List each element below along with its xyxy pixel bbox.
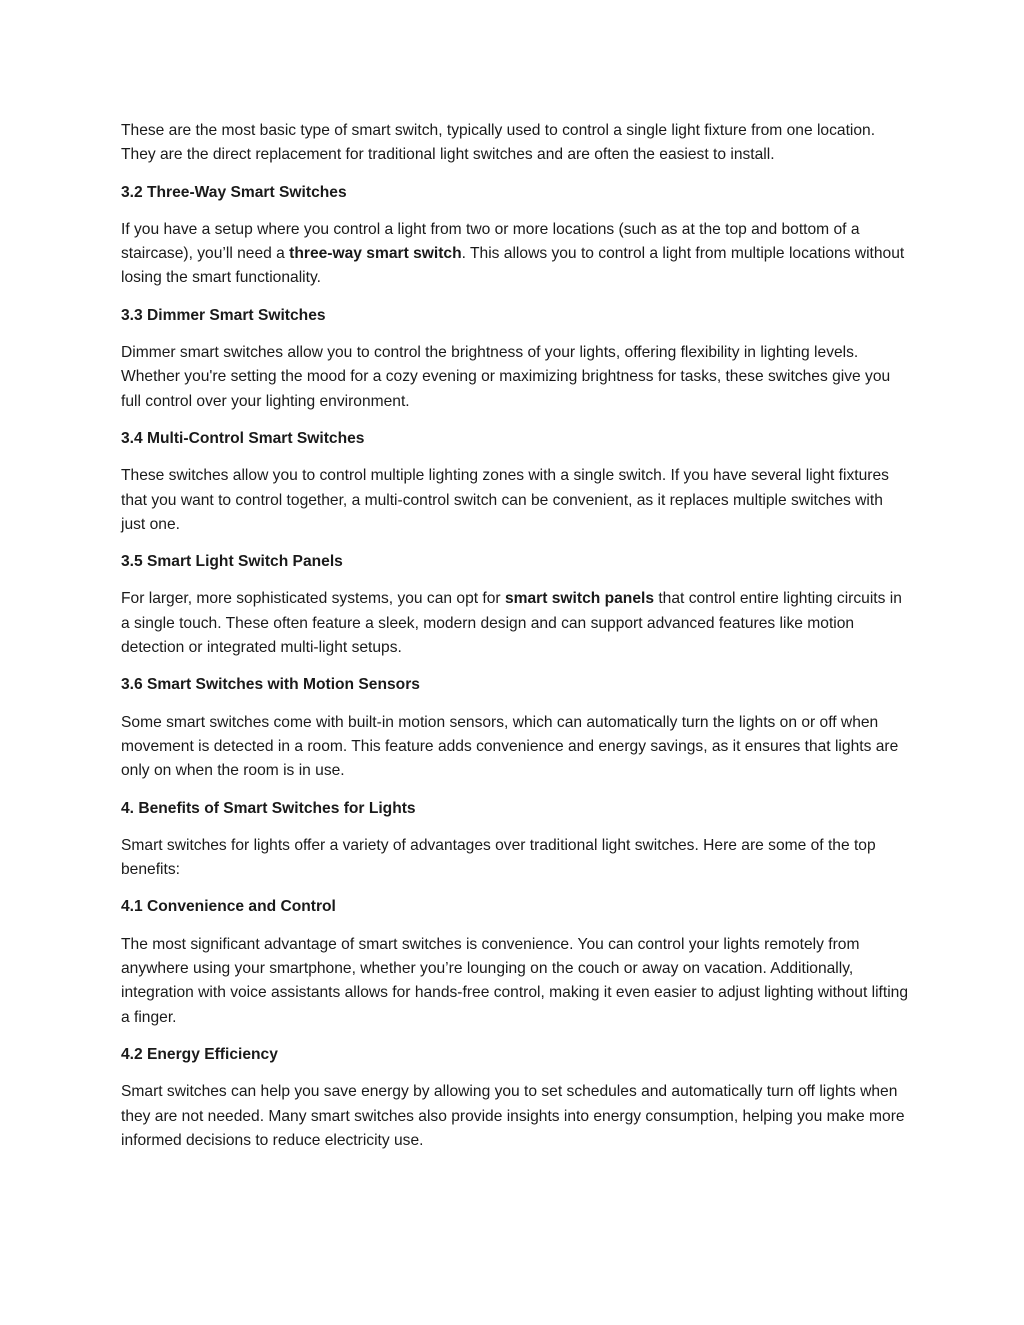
section-heading-panels: 3.5 Smart Light Switch Panels xyxy=(121,553,343,571)
section-heading-energy: 4.2 Energy Efficiency xyxy=(121,1045,278,1063)
three-way-paragraph: If you have a setup where you control a light from two or more locations (such as at the top and bottom of a staircase), you’ll need a three-way smart switch. This allows you to control a light from multiple locations without losing the smart functionality. xyxy=(121,220,905,287)
section-heading-benefits: 4. Benefits of Smart Switches for Lights xyxy=(121,799,416,817)
section-heading-convenience: 4.1 Convenience and Control xyxy=(121,898,336,916)
bold-term: smart switch panels xyxy=(504,590,655,608)
section-heading-dimmer: 3.3 Dimmer Smart Switches xyxy=(121,306,326,324)
benefits-paragraph: Smart switches for lights offer a variety of advantages over traditional light switches. Here are some of the top benefits: xyxy=(121,836,876,879)
dimmer-paragraph: Dimmer smart switches allow you to control the brightness of your lights, offering flexibility in lighting levels. Whether you're setting the mood for a cozy evening or maximizing brightness for tasks, these switches give you full control over your lighting environment. xyxy=(121,344,891,410)
multi-control-paragraph: These switches allow you to control multiple lighting zones with a single switch. If you have several light fixtures that you want to control together, a multi-control switch can be convenient, as it replaces multiple switches with just one. xyxy=(121,467,889,533)
section-heading-multi-control: 3.4 Multi-Control Smart Switches xyxy=(121,429,365,447)
intro-paragraph: These are the most basic type of smart switch, typically used to control a single light fixture from one location. They are the direct replacement for traditional light switches and are often the easiest to install. xyxy=(121,122,876,164)
section-heading-three-way: 3.2 Three-Way Smart Switches xyxy=(121,183,347,201)
energy-paragraph: Smart switches can help you save energy by allowing you to set schedules and automatically turn off lights when they are not needed. Many smart switches also provide insights into energy consumption, helping you make more informed decisions to reduce electricity use. xyxy=(121,1083,905,1149)
document-page xyxy=(121,119,911,1166)
convenience-paragraph: The most significant advantage of smart switches is convenience. You can control your lights remotely from anywhere using your smartphone, whether you’re lounging on the couch or away on vacation. Additionally, integration with voice assistants allows for hands-free control, making it even easier to adjust lighting without lifting a finger. xyxy=(121,935,909,1026)
panels-paragraph: For larger, more sophisticated systems, you can opt for smart switch panels that control entire lighting circuits in a single touch. These often feature a sleek, modern design and can support advanced features like motion detection or integrated multi-light setups. xyxy=(121,590,902,657)
motion-paragraph: Some smart switches come with built-in motion sensors, which can automatically turn the lights on or off when movement is detected in a room. This feature adds convenience and energy savings, as it ensures that lights are only on when the room is in use. xyxy=(121,713,899,780)
bold-term: three-way smart switch xyxy=(289,245,462,263)
section-heading-motion: 3.6 Smart Switches with Motion Sensors xyxy=(121,676,420,694)
